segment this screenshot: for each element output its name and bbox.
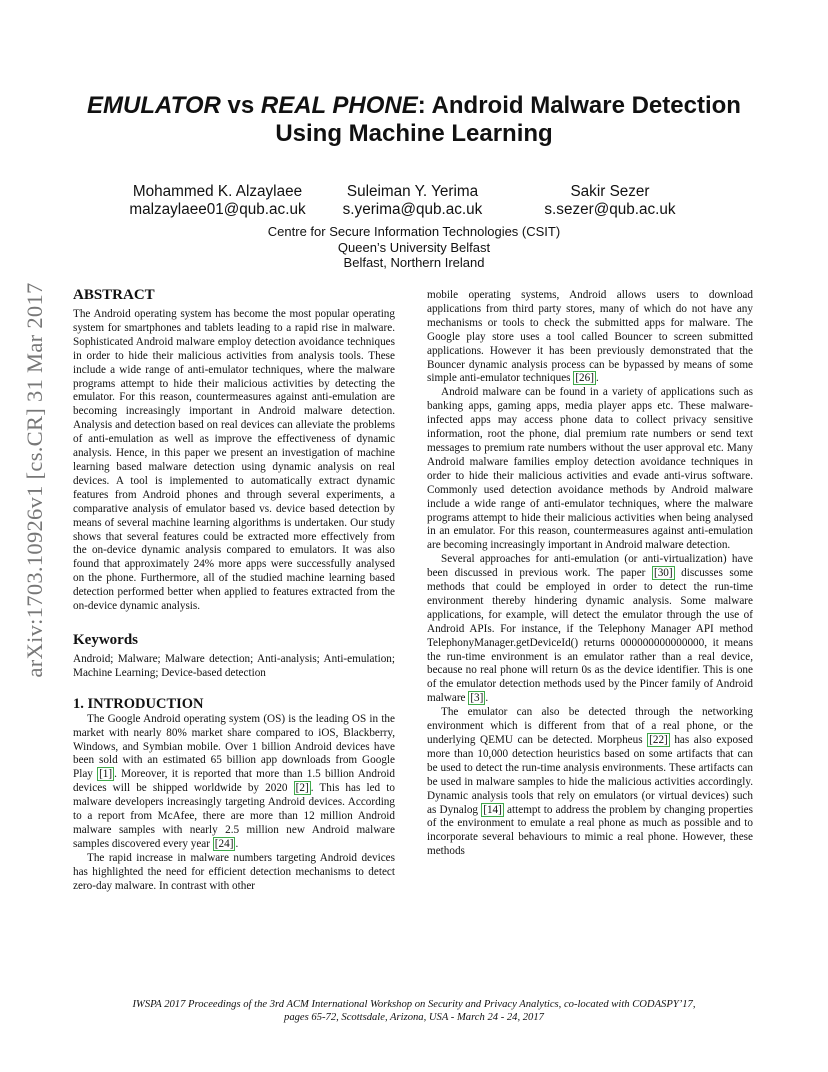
citation-link[interactable]: [30]	[653, 567, 673, 580]
intro-paragraph-3: mobile operating systems, Android allows users to download applications from third party stores, many of which do not have any mechanisms or tools to check the submitted apps for malware. The Google play store uses a tool called Bouncer to screen submitted applications. However it has been previously demonstrated that the Bouncer dynamic analysis process can be bypassed by means of some simple anti-emulator techniques [26] .	[427, 289, 753, 385]
keywords-heading: Keywords	[73, 631, 138, 648]
abstract-text: The Android operating system has become the most popular operating system for smartphones and tablets leading to a rapid rise in malware. Sophisticated Android malware employ detection avoidance techniques in order to hide their malicious activities from analysis tools. These include a wide range of anti-emulator techniques, where the malware programs attempt to hide their malicious activities by detecting the emulator. For this reason, countermeasures against anti-emulation are becoming increasingly important in Android malware detection. Analysis and detection based on real devices can alleviate the problems of anti-emulation as well as improve the effectiveness of dynamic analysis. Hence, in this paper we present an investigation of machine learning based malware detection using dynamic analysis on real devices. A tool is implemented to automatically extract dynamic features from Android phones and through several experiments, a comparative analysis of emulator based vs. device based detection by means of several machine learning algorithms is undertaken. Our study shows that several features could be extracted more effectively from the on-device dynamic analysis compared to emulators. It was also found that approximately 24% more apps were successfully analysed on the phone. Furthermore, all of the studied machine learning based detection performed better when applied to features extracted from the on-device dynamic analysis.	[73, 308, 395, 613]
citation-link[interactable]: [14]	[483, 803, 502, 816]
left-column	[73, 286, 395, 894]
author-2	[320, 183, 505, 219]
citation-link[interactable]: [24]	[214, 837, 234, 850]
author-1	[115, 183, 320, 219]
author-email: s.sezer@qub.ac.uk	[544, 201, 676, 218]
footer-note	[60, 998, 768, 1024]
citation-link[interactable]: [22]	[649, 734, 668, 746]
title-rest: : Android Malware Detection	[417, 92, 741, 119]
affiliation-line: Queen’s University Belfast	[337, 239, 491, 255]
citation-link[interactable]: [26]	[575, 372, 594, 385]
paper-title	[60, 92, 768, 148]
author-email: malzaylaee01@qub.ac.uk	[129, 201, 306, 218]
author-3	[525, 183, 695, 219]
abstract-heading: ABSTRACT	[73, 287, 155, 303]
title-real-phone: REAL PHONE	[260, 92, 418, 119]
citation-link[interactable]: [2]	[295, 782, 309, 795]
affiliation	[60, 224, 768, 271]
arxiv-identifier: arXiv:1703.10926v1 [cs.CR] 31 Mar 2017	[22, 282, 47, 678]
affiliation-line: Centre for Secure Information Technologies (CSIT)	[267, 224, 561, 239]
intro-paragraph-5: Several approaches for anti-emulation (or anti-virtualization) have been discussed in previous work. The paper [30] discusses some methods that could be employed in order to detect the run-time environment thereby hindering dynamic analysis. Some malware applications, for example, will detect the emulator through the use of Android APIs. For instance, if the Telephony Manager API method TelephonyManager.getDeviceId() returns 000000000000000, it means the run-time environment is an emulator rather than a real device, because no real phone will return 0s as the device identifier. This is one of the emulator detection methods used by the Pincer family of Android malware [3] .	[427, 553, 753, 705]
introduction-heading: 1. INTRODUCTION	[73, 695, 204, 712]
affiliation-line: Belfast, Northern Ireland	[343, 255, 485, 270]
author-email: s.yerima@qub.ac.uk	[342, 201, 483, 218]
intro-paragraph-2: The rapid increase in malware numbers targeting Android devices has highlighted the need for efficient detection mechanisms to detect zero-day malware. In contrast with other	[73, 851, 395, 892]
title-line-1	[60, 92, 768, 120]
citation-link[interactable]: [1]	[99, 768, 113, 781]
title-line-2: Using Machine Learning	[275, 120, 553, 147]
footer-line: IWSPA 2017 Proceedings of the 3rd ACM International Workshop on Security and Privacy Analytics, co-located with CODASPY’17,	[132, 999, 696, 1010]
author-name: Sakir Sezer	[570, 183, 650, 200]
footer-line: pages 65-72, Scottsdale, Arizona, USA - March 24 - 24, 2017	[284, 1012, 544, 1023]
citation-link[interactable]: [3]	[470, 692, 484, 705]
intro-paragraph-1: The Google Android operating system (OS) is the leading OS in the market with nearly 80% market share compared to iOS, Blackberry, Windows, and Symbian mobile. Over 1 billion Android devices have been sold with an estimated 65 billion app downloads from Google Play [1] . Moreover, it is reported that more than 1.5 billion Android devices will be shipped worldwide by 2020 [2] . This has led to malware developers increasingly targeting Android devices. According to a report from McAfee, there are more than 12 million Android malware samples with nearly 2.5 million new Android malware samples discovered every year [24] .	[73, 712, 395, 850]
author-name: Suleiman Y. Yerima	[346, 183, 479, 200]
intro-paragraph-4: Android malware can be found in a variety of applications such as banking apps, gaming apps, media player apps etc. These malware-infected apps may access phone data to collect privacy sensitive information, root the phone, dial premium rate numbers or send text messages to premium rate numbers without the user approval etc. Many Android malware families employ detection avoidance techniques in order to hide their malicious activities and evade anti-virus software. Commonly used detection avoidance methods by Android malware include a wide range of anti-emulator techniques, where the malware programs attempt to hide their malicious activities when being analysed in an emulator. For this reason, countermeasures against anti-emulation are becoming increasingly important in Android malware detection.	[427, 386, 753, 552]
title-vs: vs	[220, 92, 261, 119]
intro-paragraph-6: The emulator can also be detected through the networking environment which is different from that of a real phone, or the underlying QEMU can be detected. Morpheus [22] has also exposed more than 10,000 detection heuristics based on some artifacts that can be used to detect the run-time analysis environments. These artifacts can be used in malware samples to hide the malicious activities accordingly. Dynamic analysis tools that rely on emulators (or virtual devices) such as Dynalog [14] attempt to address the problem by changing properties of the environment to emulate a real phone as much as possible and to incorporate several behaviours to mimic a real phone. However, these methods	[427, 706, 753, 858]
title-emulator: EMULATOR	[87, 92, 221, 119]
right-column	[427, 289, 753, 859]
keywords-text: Android; Malware; Malware detection; Anti-analysis; Anti-emulation; Machine Learning; Device-based detection	[73, 652, 395, 679]
author-name: Mohammed K. Alzaylaee	[132, 183, 303, 200]
